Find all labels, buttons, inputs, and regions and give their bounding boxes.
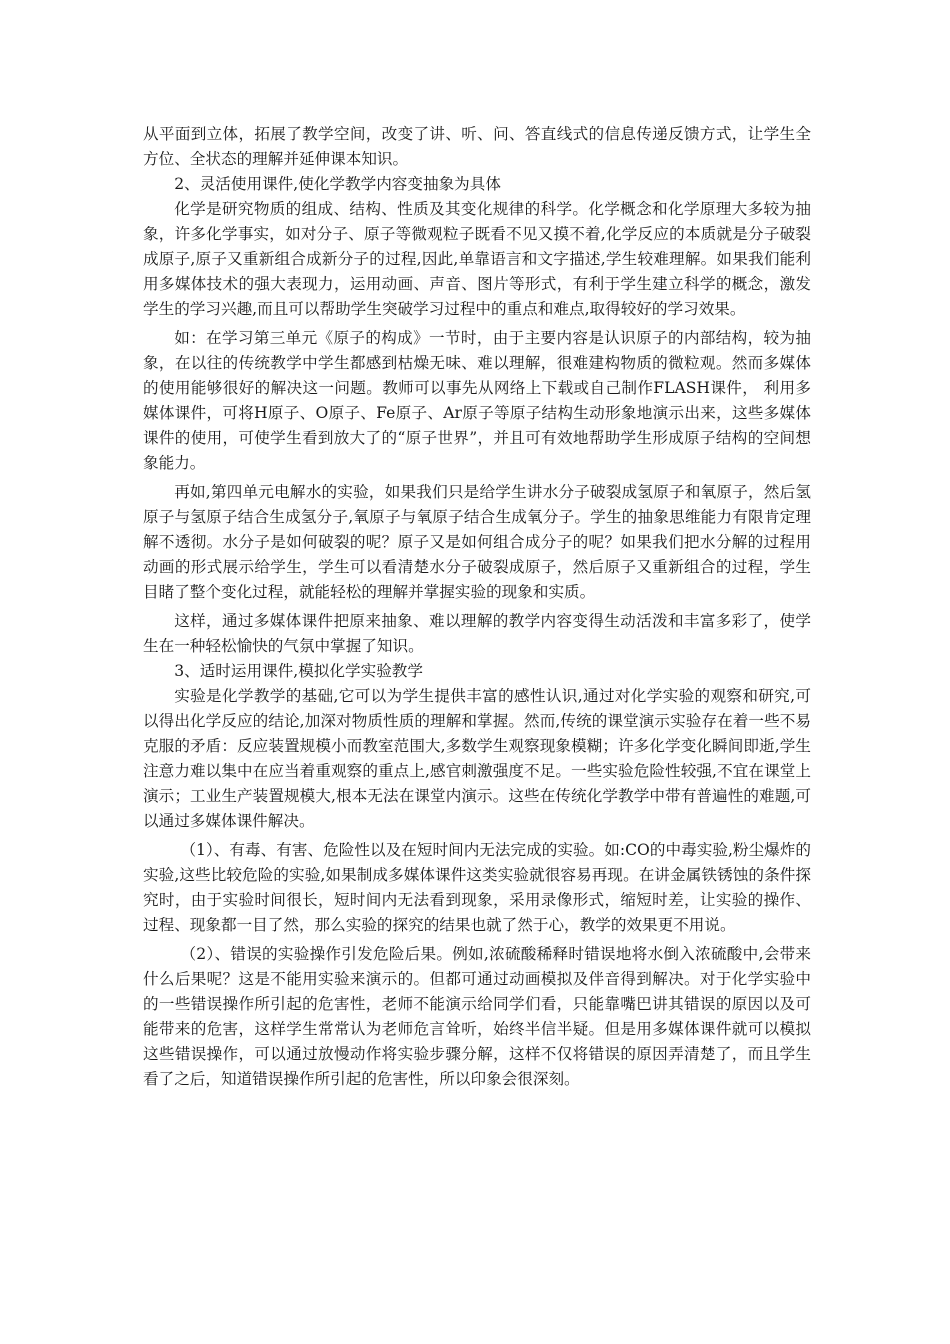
paragraph-chemistry-abstract: 化学是研究物质的组成、结构、性质及其变化规律的科学。化学概念和化学原理大多较为抽象，许多化学事实，如对分子、原子等微观粒子既看不见又摸不着,化学反应的本质就是分子破裂成原子,原子又重新组合成新分子的过程,因此,单靠语言和文字描述,学生较难理解。如果我们能利用多媒体技术的强大表现力，运用动画、声音、图片等形式，有利于学生建立科学的概念，激发学生的学习兴趣,而且可以帮助学生突破学习过程中的重点和难点,取得较好的学习效果。: [143, 200, 811, 318]
paragraph-item-1-toxic-experiments: （1）、有毒、有害、危险性以及在短时间内无法完成的实验。如:CO的中毒实验,粉尘爆炸的实验,这些比较危险的实验,如果制成多媒体课件这类实验就很容易再现。在讲金属铁锈蚀的条件探究时，由于实验时间很长，短时间内无法看到现象，采用录像形式，缩短时差，让实验的操作、过程、现象都一目了然，那么实验的探究的结果也就了然于心，教学的效果更不用说。: [143, 841, 811, 934]
paragraph-experiment-basis: 实验是化学教学的基础,它可以为学生提供丰富的感性认识,通过对化学实验的观察和研究,可以得出化学反应的结论,加深对物质性质的理解和掌握。然而,传统的课堂演示实验存在着一些不易克服的矛盾：反应装置规模小而教室范围大,多数学生观察现象模糊；许多化学变化瞬间即逝,学生注意力难以集中在应当着重观察的重点上,感官刺激强度不足。一些实验危险性较强,不宜在课堂上演示；工业生产装置规模大,根本无法在课堂内演示。这些在传统化学教学中带有普遍性的难题,可以通过多媒体课件解决。: [143, 687, 811, 830]
paragraph-atom-structure-example: 如：在学习第三单元《原子的构成》一节时，由于主要内容是认识原子的内部结构，较为抽象，在以往的传统教学中学生都感到枯燥无味、难以理解，很难建构物质的微粒观。然而多媒体的使用能够很好的解决这一问题。教师可以事先从网络上下载或自己制作FLASH课件， 利用多媒体课件，可将H原子、O原子、Fe原子、Ar原子等原子结构生动形象地演示出来，这些多媒体课件的使用，可使学生看到放大了的“原子世界”，并且可有效地帮助学生形成原子结构的空间想象能力。: [143, 329, 811, 472]
section-heading-3: 3、适时运用课件,模拟化学实验教学: [174, 662, 423, 680]
paragraph-summary: 这样，通过多媒体课件把原来抽象、难以理解的教学内容变得生动活泼和丰富多彩了，使学生在一种轻松愉快的气氛中掌握了知识。: [143, 612, 811, 655]
paragraph-item-2-wrong-operations: （2）、错误的实验操作引发危险后果。例如,浓硫酸稀释时错误地将水倒入浓硫酸中,会带来什么后果呢？这是不能用实验来演示的。但都可通过动画模拟及伴音得到解决。对于化学实验中的一些错误操作所引起的危害性，老师不能演示给同学们看，只能靠嘴巴讲其错误的原因以及可能带来的危害，这样学生常常认为老师危言耸听，始终半信半疑。但是用多媒体课件就可以模拟这些错误操作，可以通过放慢动作将实验步骤分解，这样不仅将错误的原因弄清楚了，而且学生看了之后，知道错误操作所引起的危害性，所以印象会很深刻。: [143, 945, 811, 1088]
paragraph-electrolysis-example: 再如,第四单元电解水的实验，如果我们只是给学生讲水分子破裂成氢原子和氧原子，然后氢原子与氢原子结合生成氢分子,氧原子与氧原子结合生成氧分子。学生的抽象思维能力有限肯定理解不透彻。水分子是如何破裂的呢？原子又是如何组合成分子的呢？如果我们把水分解的过程用动画的形式展示给学生，学生可以看清楚水分子破裂成原子，然后原子又重新组合的过程，学生目睹了整个变化过程，就能轻松的理解并掌握实验的现象和实质。: [143, 483, 811, 601]
paragraph-intro-continuation: 从平面到立体，拓展了教学空间，改变了讲、听、问、答直线式的信息传递反馈方式，让学生全方位、全状态的理解并延伸课本知识。: [143, 125, 811, 168]
section-heading-2: 2、灵活使用课件,使化学教学内容变抽象为具体: [174, 175, 501, 193]
document-body: [143, 122, 811, 1092]
